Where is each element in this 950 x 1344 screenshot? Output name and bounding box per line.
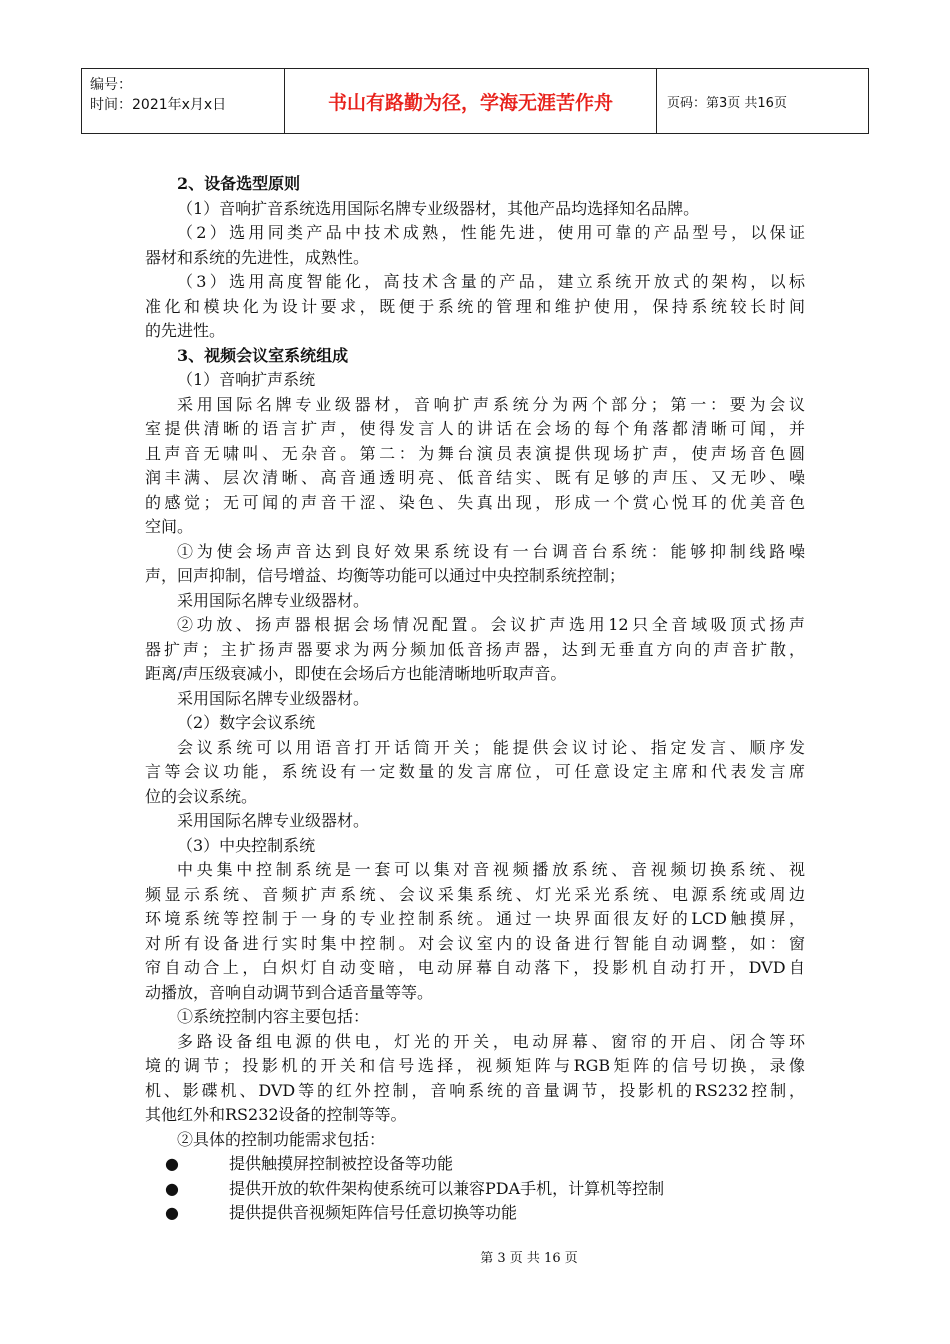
- paragraph-line: 的感觉；无可闻的声音干涩、染色、失真出现，形成一个赏心悦耳的优美音色: [145, 492, 805, 512]
- section-heading: 2、设备选型原则: [177, 174, 301, 193]
- bullet-item: [145, 1177, 805, 1202]
- paragraph-line: （1）音响扩音系统选用国际名牌专业级器材，其他产品均选择知名品牌。: [177, 198, 700, 218]
- paragraph-line: 采用国际名牌专业级器材。: [177, 811, 370, 830]
- paragraph-line: 言等会议功能，系统设有一定数量的发言席位，可任意设定主席和代表发言席: [145, 762, 805, 781]
- paragraph-line: ②具体的控制功能需求包括：: [177, 1129, 386, 1149]
- subsection-heading: （1）音响扩声系统: [177, 370, 316, 389]
- paragraph-line: 且声音无啸叫、无杂音。第二：为舞台演员表演提供现场扩声，使声场音色圆: [145, 443, 805, 463]
- paragraph-line: 其他红外和RS232设备的控制等等。: [145, 1105, 407, 1124]
- paragraph-line: ①系统控制内容主要包括：: [177, 1007, 370, 1026]
- bullet-dot-icon: ●: [165, 1203, 179, 1222]
- paragraph-line: 采用国际名牌专业级器材。: [177, 590, 370, 610]
- motto: 书山有路勤为径，学海无涯苦作舟: [285, 69, 657, 133]
- paragraph-line: 动播放，音响自动调节到合适音量等等。: [145, 982, 434, 1002]
- paragraph-line: 距离/声压级衰减小，即使在会场后方也能清晰地听取声音。: [145, 664, 567, 683]
- paragraph-line: ②功放、扬声器根据会场情况配置。会议扩声选用12只全音域吸顶式扬声: [177, 615, 805, 634]
- paragraph-line: 器材和系统的先进性，成熟性。: [145, 247, 370, 267]
- paragraph-line: 会议系统可以用语音打开话筒开关；能提供会议讨论、指定发言、顺序发: [177, 737, 805, 757]
- paragraph-line: （3）选用高度智能化，高技术含量的产品，建立系统开放式的架构，以标: [177, 272, 805, 291]
- page-footer: [0, 1247, 950, 1266]
- bullet-dot-icon: ●: [165, 1154, 179, 1173]
- paragraph-line: 中央集中控制系统是一套可以集对音视频播放系统、音视频切换系统、视: [177, 860, 805, 879]
- paragraph-line: 室提供清晰的语言扩声，使得发言人的讲话在会场的每个角落都清晰可闻，并: [145, 419, 805, 438]
- paragraph-line: 准化和模块化为设计要求，既便于系统的管理和维护使用，保持系统较长时间: [145, 296, 805, 316]
- paragraph-line: 采用国际名牌专业级器材，音响扩声系统分为两个部分；第一：要为会议: [177, 394, 805, 414]
- page-header: [81, 68, 869, 134]
- bullet-dot-icon: ●: [165, 1178, 179, 1198]
- subsection-heading: （2）数字会议系统: [177, 713, 316, 732]
- bullet-item: [145, 1201, 805, 1226]
- paragraph-line: 帘自动合上，白炽灯自动变暗，电动屏幕自动落下，投影机自动打开，DVD自: [145, 958, 805, 977]
- section-heading: 3、视频会议室系统组成: [177, 345, 349, 365]
- paragraph-line: 频显示系统、音频扩声系统、会议采集系统、灯光采光系统、电源系统或周边: [145, 884, 805, 904]
- paragraph-line: 境的调节；投影机的开关和信号选择，视频矩阵与RGB矩阵的信号切换，录像: [145, 1056, 805, 1075]
- paragraph-line: 机、影碟机、DVD等的红外控制，音响系统的音量调节，投影机的RS232控制，: [145, 1080, 805, 1100]
- paragraph-line: 采用国际名牌专业级器材。: [177, 688, 370, 708]
- subsection-heading: （3）中央控制系统: [177, 835, 316, 855]
- paragraph-line: 环境系统等控制于一身的专业控制系统。通过一块界面很友好的LCD触摸屏，: [145, 909, 805, 928]
- document-body: [145, 172, 805, 1226]
- paragraph-line: 润丰满、层次清晰、高音通透明亮、低音结实、既有足够的声压、又无吵、噪: [145, 468, 805, 487]
- page-label: 页码：第3页 共16页: [667, 95, 787, 111]
- paragraph-line: 的先进性。: [145, 321, 226, 340]
- bullet-item: [145, 1152, 805, 1177]
- paragraph-line: 位的会议系统。: [145, 786, 258, 806]
- header-meta: [82, 69, 285, 133]
- footer-page-number: 第 3 页 共 16 页: [480, 1251, 578, 1266]
- bullet-text: 提供开放的软件架构使系统可以兼容PDA手机，计算机等控制: [229, 1178, 665, 1198]
- bullet-text: 提供触摸屏控制被控设备等功能: [229, 1154, 454, 1173]
- bullet-text: 提供提供音视频矩阵信号任意切换等功能: [229, 1203, 518, 1222]
- time-label: 时间：2021年x月x日: [90, 97, 227, 113]
- paragraph-line: 对所有设备进行实时集中控制。对会议室内的设备进行智能自动调整，如：窗: [145, 933, 805, 953]
- paragraph-line: 声，回声抑制，信号增益、均衡等功能可以通过中央控制系统控制；: [145, 566, 626, 585]
- paragraph-line: 多路设备组电源的供电，灯光的开关，电动屏幕、窗帘的开启、闭合等环: [177, 1031, 805, 1051]
- paragraph-line: ①为使会场声音达到良好效果系统设有一台调音台系统：能够抑制线路噪: [177, 541, 805, 561]
- code-label: 编号：: [90, 77, 132, 93]
- paragraph-line: （2）选用同类产品中技术成熟，性能先进，使用可靠的产品型号，以保证: [177, 223, 805, 242]
- paragraph-line: 器扩声；主扩扬声器要求为两分频加低音扬声器，达到无垂直方向的声音扩散，: [145, 639, 805, 659]
- paragraph-line: 空间。: [145, 517, 194, 536]
